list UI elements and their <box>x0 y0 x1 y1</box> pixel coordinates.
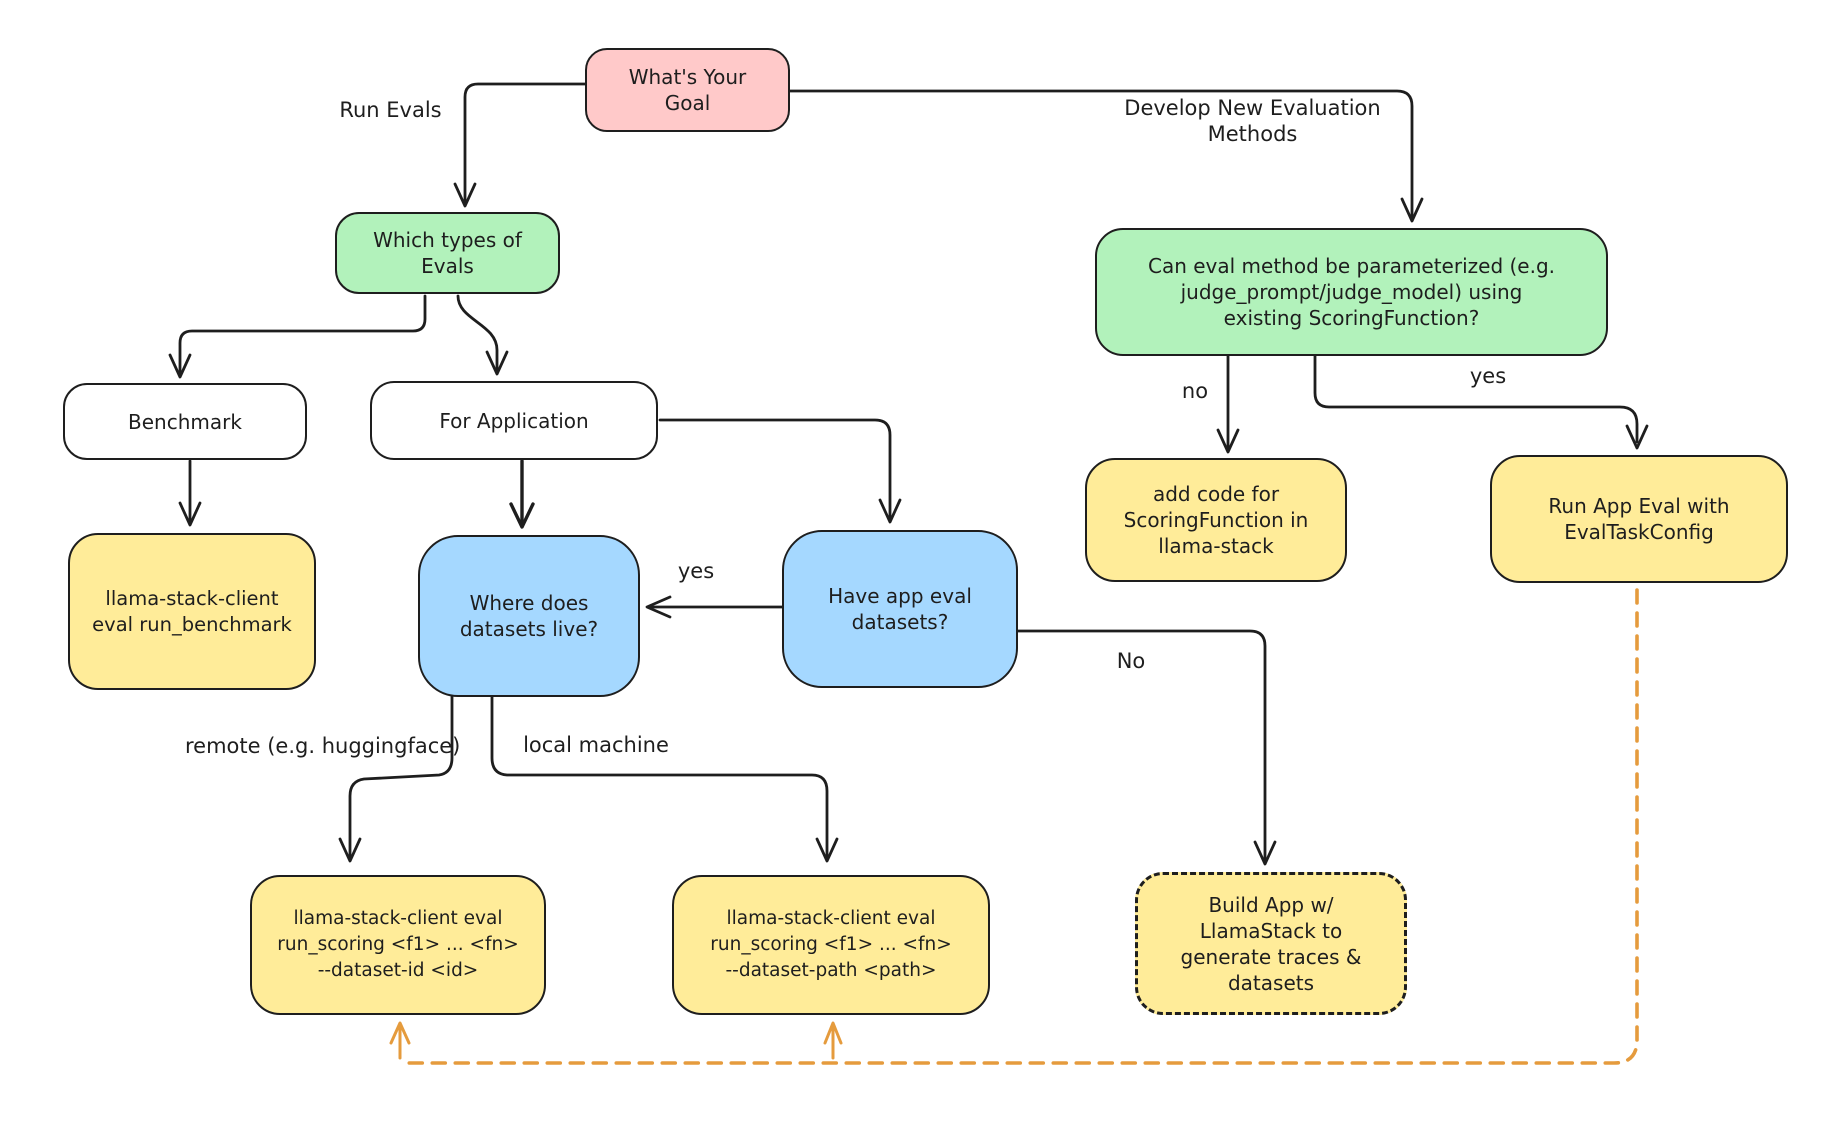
node-label-line: judge_prompt/judge_model) using <box>1180 280 1523 304</box>
node-build-app-with-llamastack <box>1135 872 1407 1015</box>
node-label-line: generate traces & <box>1180 944 1362 969</box>
node-label-line: Which types of <box>373 228 522 252</box>
edge-for-application-to-have-datasets <box>660 420 890 519</box>
node-label-line: llama-stack <box>1158 534 1274 558</box>
node-run-scoring-dataset-id-command <box>250 875 546 1015</box>
node-run-benchmark-command <box>68 533 316 690</box>
edge-which-types-to-benchmark <box>180 296 425 374</box>
edge-label-yes-scoringfunction: yes <box>1469 364 1507 388</box>
node-label-line: ScoringFunction in <box>1123 508 1309 532</box>
node-add-code-for-scoringfunction <box>1085 458 1347 582</box>
node-where-datasets-live <box>418 535 640 697</box>
node-label-line: Where does <box>469 591 589 615</box>
node-label-line: For Application <box>439 408 589 433</box>
edge-where-datasets-remote-to-run-scoring-id <box>350 697 452 858</box>
node-label-line: eval run_benchmark <box>92 612 292 636</box>
edge-label-no-scoringfunction: no <box>1181 379 1209 403</box>
node-label-line: Benchmark <box>128 409 242 434</box>
edge-label-local-machine: local machine <box>523 733 669 757</box>
node-benchmark <box>63 383 307 460</box>
node-which-types-of-evals <box>335 212 560 294</box>
node-label-line: --dataset-id <id> <box>317 959 479 981</box>
node-label-line: Build App w/ <box>1208 892 1334 917</box>
node-label-line: llama-stack-client eval <box>293 908 503 930</box>
node-label-line: Run App Eval with <box>1548 494 1730 518</box>
node-label-line: Have app eval <box>828 584 972 608</box>
node-label-line: datasets live? <box>459 617 599 641</box>
edge-where-datasets-local-to-run-scoring-path <box>492 697 827 858</box>
node-run-scoring-dataset-path-command <box>672 875 990 1015</box>
edge-label-line: Develop New Evaluation <box>1124 96 1381 120</box>
node-label-line: run_scoring <f1> ... <fn> <box>277 934 519 956</box>
edge-goal-to-which-types <box>465 84 585 203</box>
node-label-line: run_scoring <f1> ... <fn> <box>710 934 952 956</box>
node-label-line: datasets? <box>851 610 949 634</box>
node-label-line: Can eval method be parameterized (e.g. <box>1147 254 1556 278</box>
node-run-app-eval-with-evaltaskconfig <box>1490 455 1788 583</box>
edge-label-yes-have-datasets: yes <box>677 559 715 583</box>
node-label-line: llama-stack-client eval <box>726 908 936 930</box>
node-have-app-eval-datasets <box>782 530 1018 688</box>
node-whats-your-goal <box>585 48 790 132</box>
node-label-line: LlamaStack to <box>1199 918 1343 943</box>
node-label-line: add code for <box>1152 482 1280 506</box>
node-for-application <box>370 381 658 460</box>
edge-label-run-evals: Run Evals <box>339 98 442 122</box>
node-label-line: Evals <box>421 254 474 278</box>
node-label-line: What's Your <box>628 65 747 89</box>
node-label-line: Goal <box>664 91 711 115</box>
edge-label-develop-new-evaluation-methods <box>1100 95 1405 148</box>
edge-label-no-have-datasets: No <box>1116 649 1146 673</box>
node-label-line: --dataset-path <path> <box>725 959 937 981</box>
node-label-line: EvalTaskConfig <box>1564 520 1714 544</box>
edge-label-line: Methods <box>1207 122 1298 147</box>
node-label-line: existing ScoringFunction? <box>1223 306 1480 330</box>
node-label-line: datasets <box>1227 970 1315 995</box>
node-label-line: llama-stack-client <box>105 587 279 611</box>
node-can-eval-method-be-parameterized <box>1095 228 1608 356</box>
edge-label-remote-huggingface: remote (e.g. huggingface) <box>185 734 461 758</box>
